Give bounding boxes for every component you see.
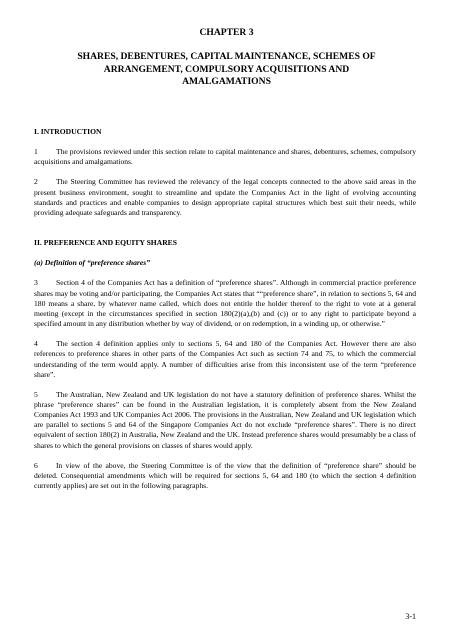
paragraph-text: The Steering Committee has reviewed the relevancy of the legal concepts connected to the above said areas in the present business environment, sought to streamline and update the Companies Act in the light of evolving accounting standards and practices and enable companies to design appropriate capital structures which best suit their needs, while providing adequate safeguards and transparency. [34, 177, 416, 217]
document-body [34, 127, 416, 501]
paragraph-text: The section 4 definition applies only to sections 5, 64 and 180 of the Companies Act. However there are also references to preference shares in other parts of the Companies Act such as section 74 and 75, to which the commercial understanding of the term would apply. A number of difficulties arise from this inconsistent use of the term “preference share”. [34, 339, 416, 379]
chapter-heading: CHAPTER 3 [199, 27, 254, 38]
paragraph-number: 1 [34, 147, 38, 157]
paragraph-3 [34, 278, 416, 329]
paragraph-number: 5 [34, 389, 38, 399]
paragraph-number: 3 [34, 278, 38, 288]
paragraph-number: 2 [34, 177, 38, 187]
page-number: 3-1 [405, 612, 416, 621]
paragraph-1 [34, 147, 416, 167]
section-heading-introduction: I. INTRODUCTION [34, 127, 102, 136]
paragraph-number: 6 [34, 460, 38, 470]
section-heading-preference-shares: II. PREFERENCE AND EQUITY SHARES [34, 238, 177, 248]
paragraph-6 [34, 461, 416, 491]
paragraph-text: The Australian, New Zealand and UK legislation do not have a statutory definition of preference shares. Whilst the phrase “preference shares” can be found in the Australian legislation, it is completely absent from the New Zealand Companies Act 1993 and UK Companies Act 2006. The provisions in the Australian, New Zealand and UK legislation which are parallel to sections 5 and 64 of the Singapore Companies Act do not exclude “preference shares”. There is no direct equivalent of section 180(2) in Australia, New Zealand and the UK. Instead preference shares would presumably be a class of shares to which the general provisions on classes of shares would apply. [34, 389, 416, 450]
paragraph-text: In view of the above, the Steering Committee is of the view that the definition of “preference share” should be deleted. Consequential amendments which will be required for sections 5, 64 and 180 (to which the section 4 definition currently applies) are set out in the following paragraphs. [34, 460, 416, 491]
chapter-title: SHARES, DEBENTURES, CAPITAL MAINTENANCE, SCHEMES OF ARRANGEMENT, COMPULSORY ACQUISITIONS AND AMALGAMATIONS [77, 51, 376, 87]
paragraph-text: The provisions reviewed under this section relate to capital maintenance and shares, debentures, schemes, compulsory acquisitions and amalgamations. [34, 147, 416, 167]
paragraph-text: Section 4 of the Companies Act has a definition of “preference shares”. Although in commercial practice preference shares may be voting and/or participating, the Companies Act states that ““preference share”, in relation to sections 5, 64 and 180 means a share, by whatever name called, which does not entitle the holder thereof to the right to vote at a general meeting (except in the circumstances specified in section 180(2)(a),(b) and (c)) or to any right to participate beyond a specified amount in any distribution whether by way of dividend, or on redemption, in a winding up, or otherwise.” [34, 278, 416, 329]
paragraph-2 [34, 177, 416, 218]
paragraph-5 [34, 390, 416, 451]
subsection-heading-definition: (a) Definition of “preference shares” [34, 258, 151, 268]
paragraph-4 [34, 339, 416, 380]
paragraph-number: 4 [34, 339, 38, 349]
